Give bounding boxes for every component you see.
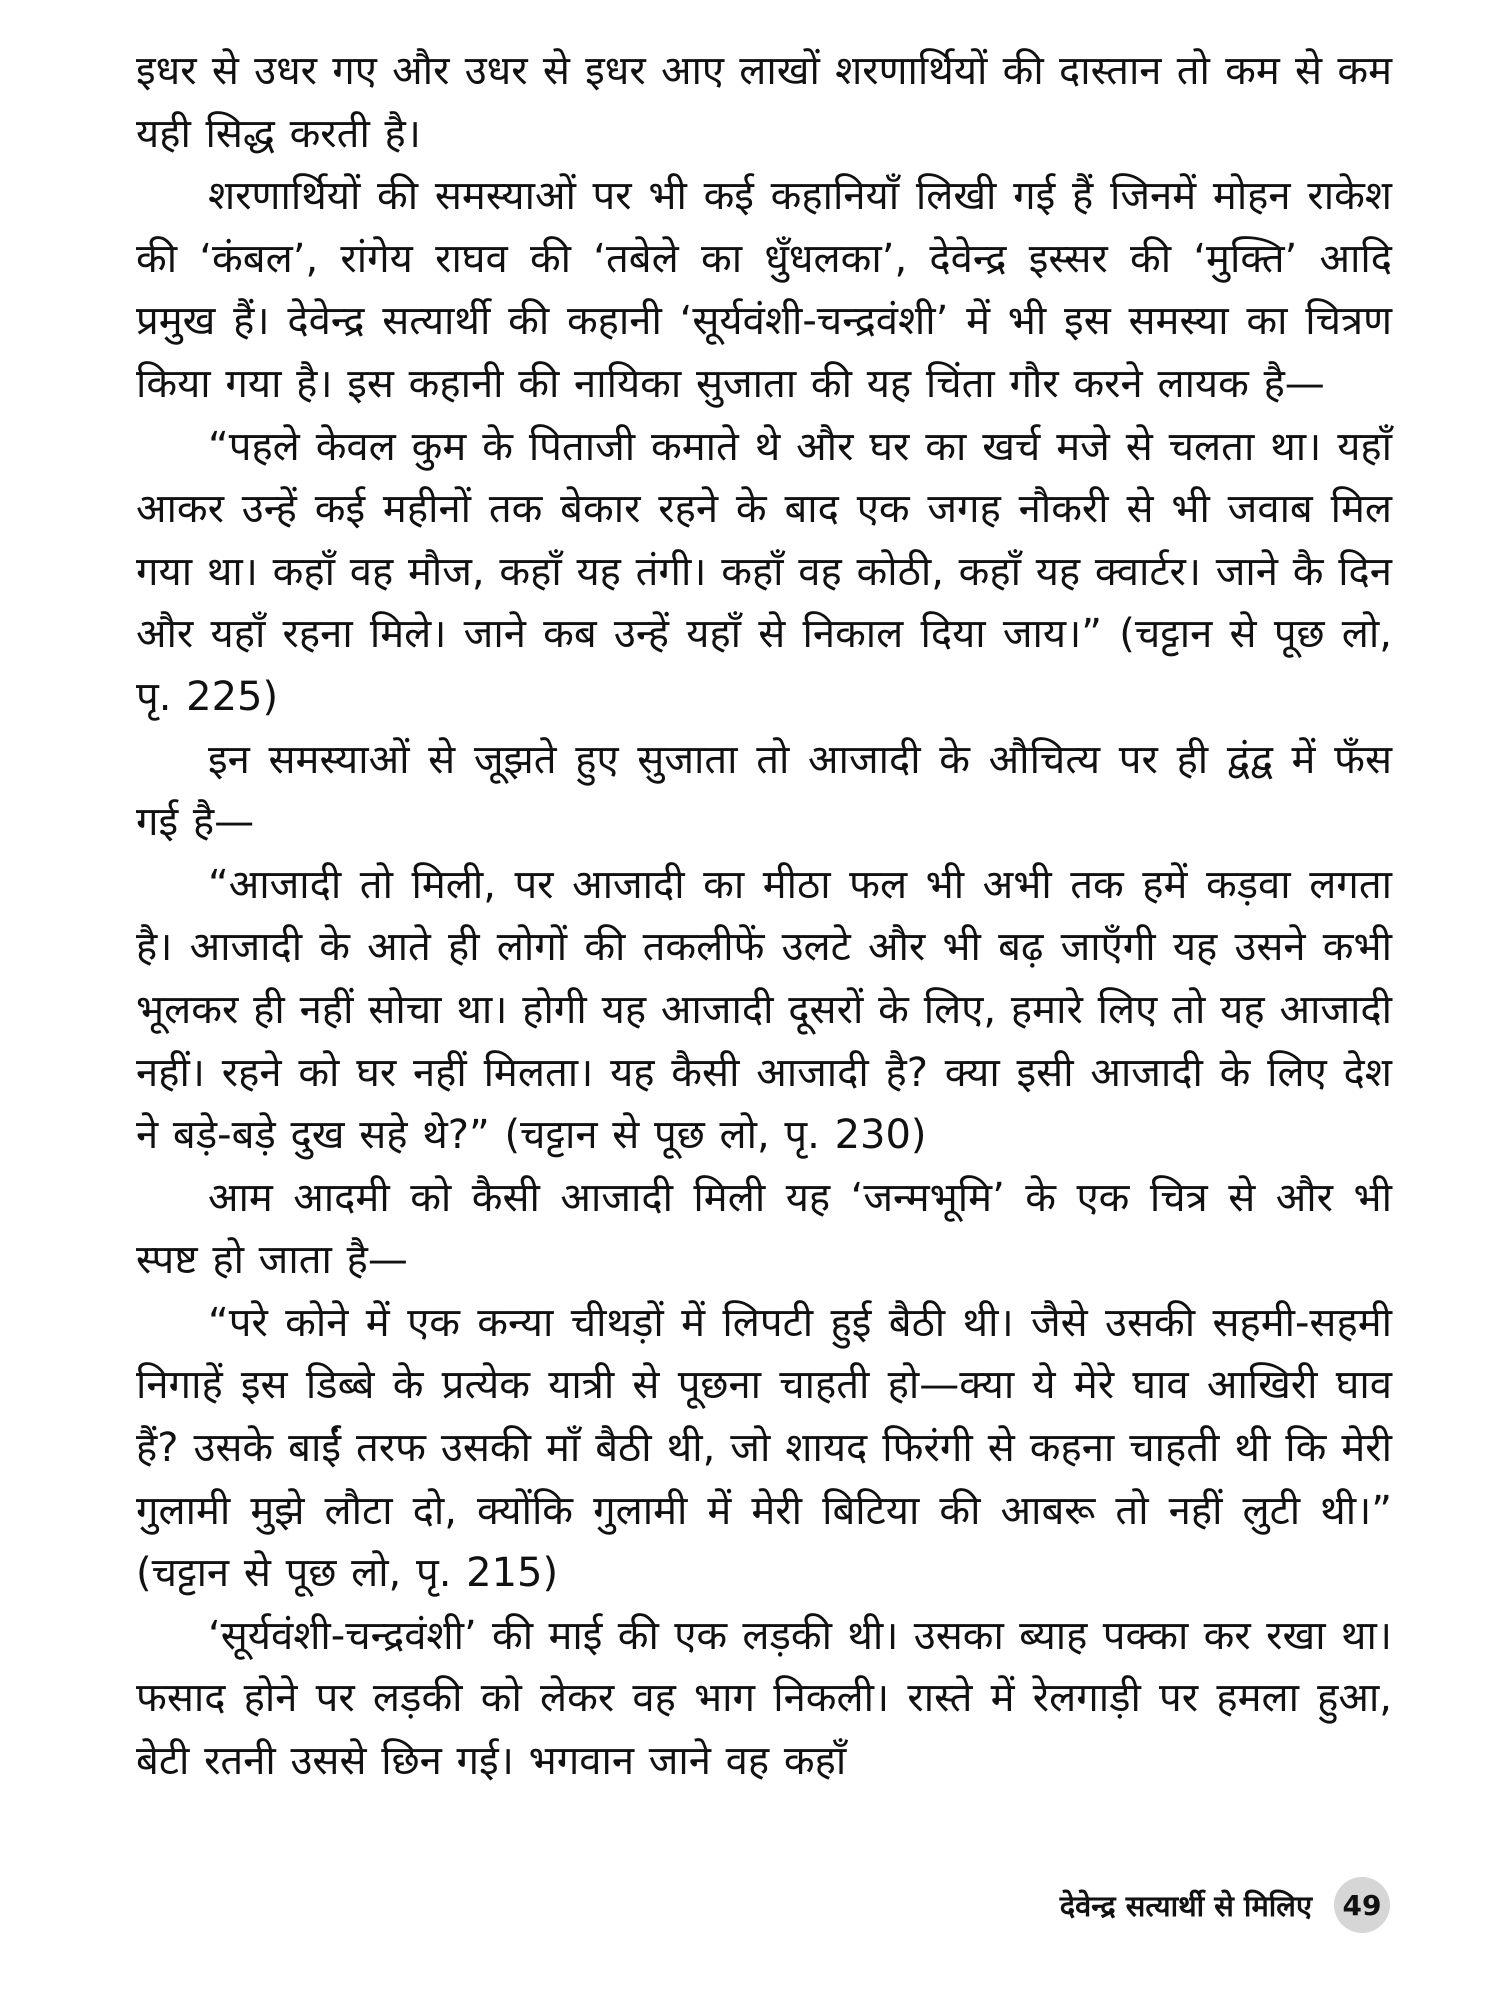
page-footer [1060, 1875, 1390, 1935]
quote-3: “परे कोने में एक कन्या चीथड़ों में लिपटी हुई बैठी थी। जैसे उसकी सहमी-सहमी निगाहें इस डिब्बे के प्रत्येक यात्री से पूछना चाहती हो—क्या ये मेरे घाव आखिरी घाव हैं? उसके बाईं तरफ उसकी माँ बैठी थी, जो शायद फिरंगी से कहना चाहती थी कि मेरी गुलामी मुझे लौटा दो, क्योंकि गुलामी में मेरी बिटिया की आबरू तो नहीं लुटी थी।” (चट्टान से पूछ लो, पृ. 215) [136, 1299, 1392, 1597]
body-text [136, 40, 1392, 1793]
paragraph-4: आम आदमी को कैसी आजादी मिली यह ‘जन्मभूमि’ के एक चित्र से और भी स्पष्ट हो जाता है— [136, 1174, 1392, 1284]
page-number: 49 [1334, 1877, 1390, 1933]
paragraph-5: ‘सूर्यवंशी-चन्द्रवंशी’ की माई की एक लड़की थी। उसका ब्याह पक्का कर रखा था। फसाद होने पर लड़की को लेकर वह भाग निकली। रास्ते में रेलगाड़ी पर हमला हुआ, बेटी रतनी उससे छिन गई। भगवान जाने वह कहाँ [136, 1612, 1392, 1785]
paragraph-3: इन समस्याओं से जूझते हुए सुजाता तो आजादी के औचित्य पर ही द्वंद्व में फँस गई है— [136, 736, 1392, 846]
running-footer-title: देवेन्द्र सत्यार्थी से मिलिए [1059, 1888, 1312, 1923]
quote-2: “आजादी तो मिली, पर आजादी का मीठा फल भी अभी तक हमें कड़वा लगता है। आजादी के आते ही लोगों की तकलीफें उलटे और भी बढ़ जाएँगी यह उसने कभी भूलकर ही नहीं सोचा था। होगी यह आजादी दूसरों के लिए, हमारे लिए तो यह आजादी नहीं। रहने को घर नहीं मिलता। यह कैसी आजादी है? क्या इसी आजादी के लिए देश ने बड़े-बड़े दुख सहे थे?” (चट्टान से पूछ लो, पृ. 230) [136, 861, 1392, 1159]
paragraph-2: शरणार्थियों की समस्याओं पर भी कई कहानियाँ लिखी गई हैं जिनमें मोहन राकेश की ‘कंबल’, रांगेय राघव की ‘तबेले का धुँधलका’, देवेन्द्र इस्सर की ‘मुक्ति’ आदि प्रमुख हैं। देवेन्द्र सत्यार्थी की कहानी ‘सूर्यवंशी-चन्द्रवंशी’ में भी इस समस्या का चित्रण किया गया है। इस कहानी की नायिका सुजाता की यह चिंता गौर करने लायक है— [136, 173, 1392, 407]
paragraph-1: इधर से उधर गए और उधर से इधर आए लाखों शरणार्थियों की दास्तान तो कम से कम यही सिद्ध करती है। [136, 48, 1392, 157]
quote-1: “पहले केवल कुम के पिताजी कमाते थे और घर का खर्च मजे से चलता था। यहाँ आकर उन्हें कई महीनों तक बेकार रहने के बाद एक जगह नौकरी से भी जवाब मिल गया था। कहाँ वह मौज, कहाँ यह तंगी। कहाँ वह कोठी, कहाँ यह क्वार्टर। जाने कै दिन और यहाँ रहना मिले। जाने कब उन्हें यहाँ से निकाल दिया जाय।” (चट्टान से पूछ लो, पृ. 225) [136, 423, 1392, 720]
